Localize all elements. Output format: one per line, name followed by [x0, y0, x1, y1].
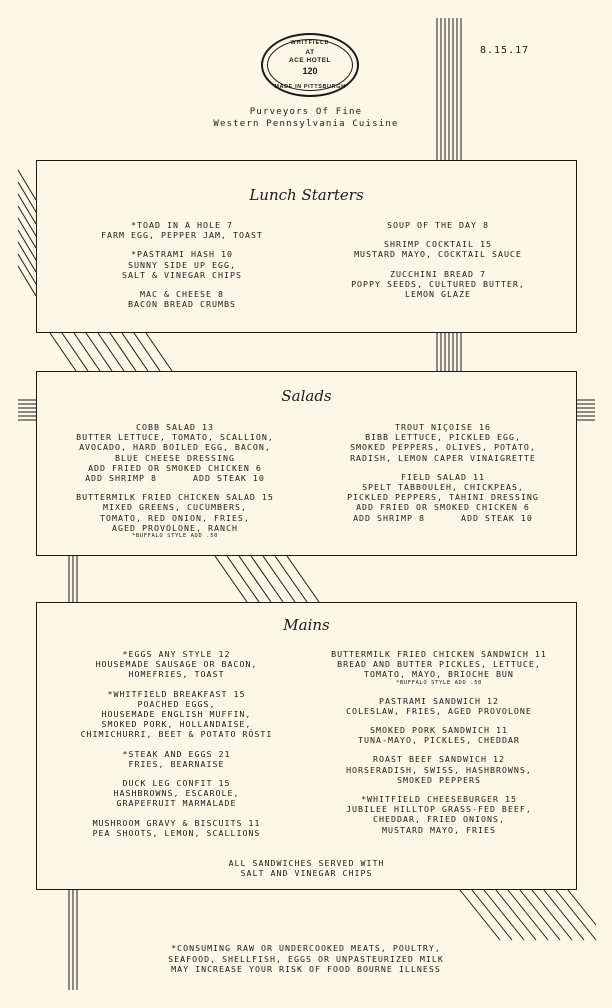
menu-item-description: TUNA-MAYO, PICKLES, CHEDDAR: [358, 735, 520, 746]
menu-item: [49, 818, 304, 838]
menu-item-description: BREAD AND BUTTER PICKLES, LETTUCE,: [337, 659, 541, 670]
menu-item: [57, 289, 307, 309]
hotel-logo-seal: [261, 33, 359, 97]
menu-item-description: SMOKED PEPPERS: [397, 774, 481, 785]
menu-item-description: BUTTER LETTUCE, TOMATO, SCALLION,: [76, 432, 274, 443]
menu-item: [49, 649, 304, 680]
menu-item-description: JUBILEE HILLTOP GRASS-FED BEEF,: [346, 804, 532, 815]
menu-item: [313, 422, 573, 463]
logo-line-1: AT: [305, 49, 315, 56]
menu-item-description: POPPY SEEDS, CULTURED BUTTER,: [351, 278, 525, 289]
menu-item-description: HASHBROWNS, ESCAROLE,: [113, 788, 240, 799]
lunch-left-column: [57, 220, 307, 318]
menu-item-description: HOUSEMADE ENGLISH MUFFIN,: [101, 709, 252, 720]
tagline-line-1: Purveyors Of Fine: [249, 107, 363, 117]
sandwich-note: [37, 858, 576, 878]
menu-item-description: SPELT TABBOULEH, CHICKPEAS,: [362, 482, 524, 493]
menu-item-addon-note: *BUFFALO STYLE ADD .50: [131, 533, 219, 540]
menu-item-description: POACHED EGGS,: [137, 698, 216, 709]
menu-item: [49, 689, 304, 740]
menu-item-description: FARM EGG, PEPPER JAM, TOAST: [101, 230, 263, 241]
menu-item: [305, 754, 573, 785]
menu-item-description: ADD FRIED OR SMOKED CHICKEN 6: [356, 502, 530, 513]
menu-date: 8.15.17: [480, 45, 530, 56]
menu-item-description: CHIMICHURRI, BEET & POTATO RÖSTI: [80, 729, 273, 740]
menu-item-description: COLESLAW, FRIES, AGED PROVOLONE: [346, 705, 532, 716]
menu-item-name: MAC & CHEESE 8: [140, 289, 224, 300]
menu-item: [313, 220, 563, 230]
menu-item-name: BUTTERMILK FRIED CHICKEN SANDWICH 11: [331, 649, 547, 659]
tagline-line-2: Western Pennsylvania Cuisine: [213, 119, 399, 129]
menu-item: [313, 472, 573, 523]
mains-right-column: [305, 649, 573, 844]
menu-item-description: TOMATO, MAYO, BRIOCHE BUN: [364, 669, 514, 680]
menu-item-name: *EGGS ANY STYLE 12: [122, 649, 231, 659]
menu-item-description: SUNNY SIDE UP EGG,: [128, 259, 236, 270]
warning-line-1: *CONSUMING RAW OR UNDERCOOKED MEATS, POULTRY,: [171, 943, 441, 953]
menu-item-name: *STEAK AND EGGS 21: [122, 748, 231, 759]
menu-item-name: FIELD SALAD 11: [401, 471, 485, 482]
menu-item-description: HORSERADISH, SWISS, HASHBROWNS,: [346, 764, 532, 775]
menu-item-name: PASTRAMI SANDWICH 12: [379, 695, 499, 706]
menu-item-description: ADD SHRIMP 8 ADD STEAK 10: [353, 512, 533, 523]
menu-item-description: CHEDDAR, FRIED ONIONS,: [373, 814, 505, 825]
menu-item-name: *PASTRAMI HASH 10: [131, 249, 233, 260]
logo-bottom-text: MADE IN PITTSBURGH: [274, 84, 346, 90]
menu-item: [45, 422, 305, 483]
mains-left-column: [49, 649, 304, 847]
menu-item-description: MUSTARD MAYO, FRIES: [382, 824, 496, 835]
menu-item-description: GRAPEFRUIT MARMALADE: [116, 798, 237, 809]
menu-item: [305, 725, 573, 745]
lunch-starters-section: [36, 160, 577, 333]
menu-item-description: SALT & VINEGAR CHIPS: [122, 269, 242, 280]
menu-item-addon-note: *BUFFALO STYLE ADD .50: [395, 679, 483, 686]
lunch-right-column: [313, 220, 563, 308]
menu-item-description: RADISH, LEMON CAPER VINAIGRETTE: [350, 452, 536, 463]
menu-item-name: ZUCCHINI BREAD 7: [390, 268, 486, 279]
logo-line-2: ACE HOTEL: [288, 57, 332, 64]
menu-item-name: SHRIMP COCKTAIL 15: [384, 239, 492, 250]
warning-line-3: MAY INCREASE YOUR RISK OF FOOD BOURNE ILLNESS: [171, 964, 441, 974]
menu-item-description: BIBB LETTUCE, PICKLED EGG,: [365, 432, 521, 443]
menu-item: [45, 492, 305, 540]
tagline: [150, 106, 462, 130]
section-title: Lunch Starters: [249, 186, 364, 204]
menu-item-name: BUTTERMILK FRIED CHICKEN SALAD 15: [76, 492, 274, 503]
menu-item-name: TROUT NIÇOISE 16: [395, 422, 491, 432]
menu-item-description: PICKLED PEPPERS, TAHINI DRESSING: [347, 492, 539, 503]
menu-item-description: SMOKED PEPPERS, OLIVES, POTATO,: [350, 442, 536, 453]
menu-item-name: COBB SALAD 13: [136, 422, 214, 432]
menu-item-name: ROAST BEEF SANDWICH 12: [373, 754, 505, 765]
sandwich-note-line-2: SALT AND VINEGAR CHIPS: [240, 868, 373, 879]
menu-item-name: *WHITFIELD CHEESEBURGER 15: [361, 794, 517, 805]
menu-item-description: ADD SHRIMP 8 ADD STEAK 10: [85, 473, 265, 484]
mains-section: [36, 602, 577, 890]
menu-item: [49, 749, 304, 769]
salads-right-column: [313, 422, 573, 532]
menu-item-description: AGED PROVOLONE, RANCH: [112, 522, 238, 533]
menu-item: [313, 269, 563, 300]
menu-item-name: *WHITFIELD BREAKFAST 15: [107, 688, 246, 699]
menu-item-name: SMOKED PORK SANDWICH 11: [370, 725, 508, 736]
menu-item-description: ADD FRIED OR SMOKED CHICKEN 6: [88, 462, 262, 473]
menu-item-name: MUSHROOM GRAVY & BISCUITS 11: [92, 817, 261, 828]
menu-item-description: BLUE CHEESE DRESSING: [115, 452, 235, 463]
section-title: Salads: [281, 387, 332, 405]
menu-item: [305, 794, 573, 835]
menu-item-description: HOMEFRIES, TOAST: [128, 669, 225, 680]
menu-item-description: TOMATO, RED ONION, FRIES,: [100, 512, 250, 523]
menu-item: [305, 649, 573, 687]
logo-top-text: WHITFIELD: [290, 40, 330, 46]
menu-item-name: DUCK LEG CONFIT 15: [122, 778, 231, 789]
menu-item-description: AVOCADO, HARD BOILED EGG, BACON,: [79, 442, 271, 453]
menu-item-description: HOUSEMADE SAUSAGE OR BACON,: [95, 659, 258, 670]
menu-item: [305, 696, 573, 716]
menu-item-name: SOUP OF THE DAY 8: [387, 220, 489, 230]
menu-item: [49, 778, 304, 809]
menu-item-description: MUSTARD MAYO, COCKTAIL SAUCE: [354, 249, 522, 260]
menu-item: [313, 239, 563, 259]
menu-item: [57, 220, 307, 240]
menu-item-name: *TOAD IN A HOLE 7: [131, 220, 233, 230]
menu-item-description: PEA SHOOTS, LEMON, SCALLIONS: [92, 827, 261, 838]
salads-left-column: [45, 422, 305, 549]
menu-item-description: SMOKED PORK, HOLLANDAISE,: [101, 719, 252, 730]
menu-item-description: LEMON GLAZE: [405, 289, 471, 300]
health-warning: [100, 943, 512, 975]
logo-line-3: 120: [302, 66, 318, 76]
menu-item-description: BACON BREAD CRUMBS: [128, 299, 236, 310]
menu-item: [57, 249, 307, 280]
sandwich-note-line-1: ALL SANDWICHES SERVED WITH: [228, 858, 385, 868]
menu-item-description: FRIES, BEARNAISE: [128, 758, 225, 769]
section-title: Mains: [283, 616, 330, 634]
warning-line-2: SEAFOOD, SHELLFISH, EGGS OR UNPASTEURIZED MILK: [168, 953, 444, 964]
menu-item-description: MIXED GREENS, CUCUMBERS,: [103, 502, 247, 513]
salads-section: [36, 371, 577, 556]
